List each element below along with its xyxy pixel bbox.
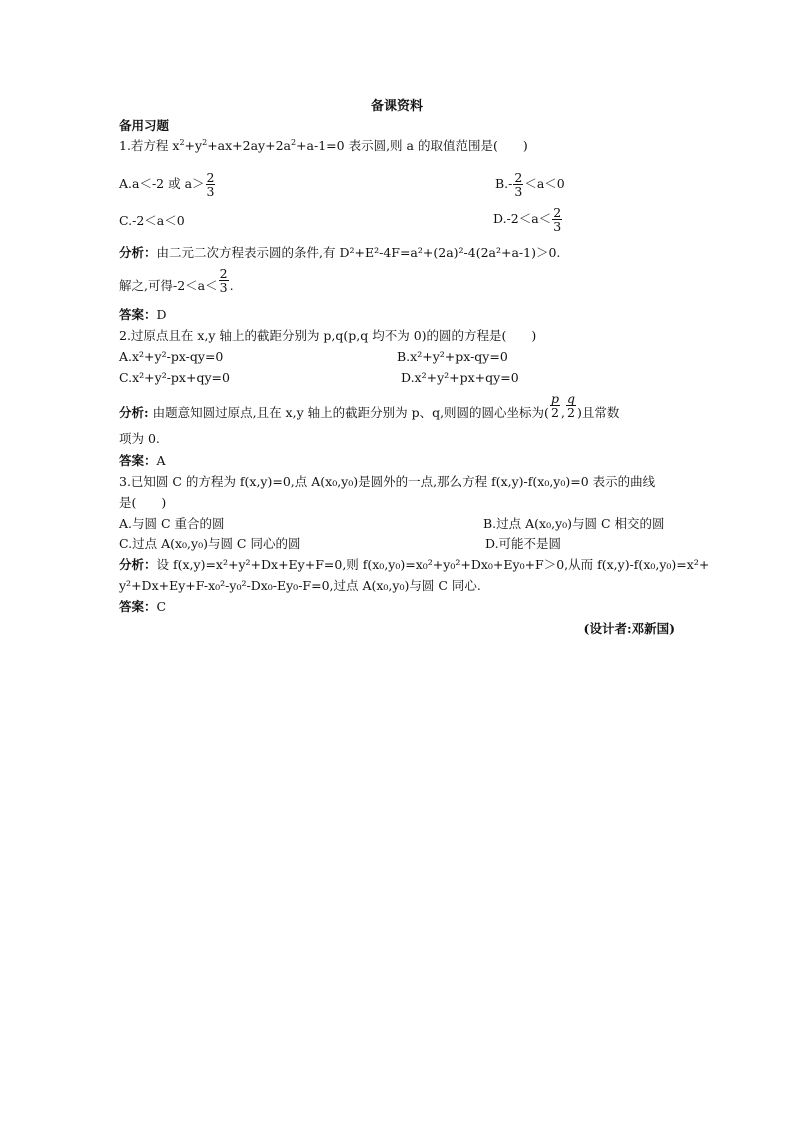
q2-analysis: 分析: 由题意知圆过原点,且在 x,y 轴上的截距分别为 p、q,则圆的圆心坐标为( $\frac{p}{2}$ , $\frac{q}{2}$ )且常数	[119, 391, 620, 420]
q1-options-row1	[119, 163, 675, 199]
q1-analysis: 分析：由二元二次方程表示圆的条件,有 D²+E²-4F=a²+(2a)²-4(2a²+a-1)＞0.	[119, 245, 561, 260]
q1-answer: 答案：D	[119, 307, 167, 322]
q2-analysis-cont: 项为 0.	[119, 431, 160, 446]
designer-credit: (设计者:邓新国)	[583, 621, 675, 636]
page-title: 备课资料	[370, 99, 423, 114]
q1-solution: 解之,可得-2＜a＜ $\frac{2}{3}$ .	[119, 266, 234, 295]
q3-option-c: C.过点 A(x₀,y₀)与圆 C 同心的圆	[119, 536, 301, 551]
q2-stem: 2.过原点且在 x,y 轴上的截距分别为 p,q(p,q 均不为 0)的圆的方程是( )	[119, 328, 537, 343]
fraction: $\frac{2}{3}$	[219, 266, 228, 295]
q1-stem: 1.若方程 $x^2+y^2+ax+2ay+2a^2+a-1=0$ 表示圆,则 a 的取值范围是( )	[119, 137, 528, 153]
fraction: $\frac{2}{3}$	[514, 170, 523, 199]
q3-answer: 答案：C	[119, 599, 167, 614]
q2-option-c: C.x²+y²-px+qy=0	[119, 370, 230, 385]
q2-answer: 答案：A	[119, 453, 166, 468]
q3-stem: 3.已知圆 C 的方程为 f(x,y)=0,点 A(x₀,y₀)是圆外的一点,那么方程 f(x,y)-f(x₀,y₀)=0 表示的曲线	[119, 474, 656, 489]
fraction: $\frac{p}{2}$	[550, 391, 559, 420]
q1-option-c: C.-2＜a＜0	[119, 213, 185, 228]
q2-option-d: D.x²+y²+px+qy=0	[401, 370, 519, 385]
q2-option-b: B.x²+y²+px-qy=0	[397, 349, 508, 364]
q3-option-d: D.可能不是圆	[485, 536, 562, 551]
q3-option-b: B.过点 A(x₀,y₀)与圆 C 相交的圆	[483, 516, 665, 531]
q1-option-d: D.-2＜a＜ $\frac{2}{3}$	[493, 205, 562, 234]
section-heading: 备用习题	[119, 118, 170, 133]
q1-options-row2	[119, 202, 675, 238]
q1-option-b: B.- $\frac{2}{3}$ ＜a＜0	[495, 170, 565, 199]
q3-stem-cont: 是( )	[119, 495, 167, 510]
q3-analysis: 分析：设 f(x,y)=x²+y²+Dx+Ey+F=0,则 f(x₀,y₀)=x₀²+y₀²+Dx₀+Ey₀+F＞0,从而 f(x,y)-f(x₀,y₀)=x²+	[119, 557, 710, 572]
q3-option-a: A.与圆 C 重合的圆	[119, 516, 225, 531]
fraction: $\frac{2}{3}$	[206, 170, 215, 199]
fraction: $\frac{q}{2}$	[566, 391, 575, 420]
fraction: $\frac{2}{3}$	[553, 205, 562, 234]
q2-option-a: A.x²+y²-px-qy=0	[119, 349, 224, 364]
q3-analysis-cont: y²+Dx+Ey+F-x₀²-y₀²-Dx₀-Ey₀-F=0,过点 A(x₀,y₀)与圆 C 同心.	[119, 578, 481, 593]
q1-option-a: A.a＜-2 或 a＞ $\frac{2}{3}$	[119, 170, 215, 199]
